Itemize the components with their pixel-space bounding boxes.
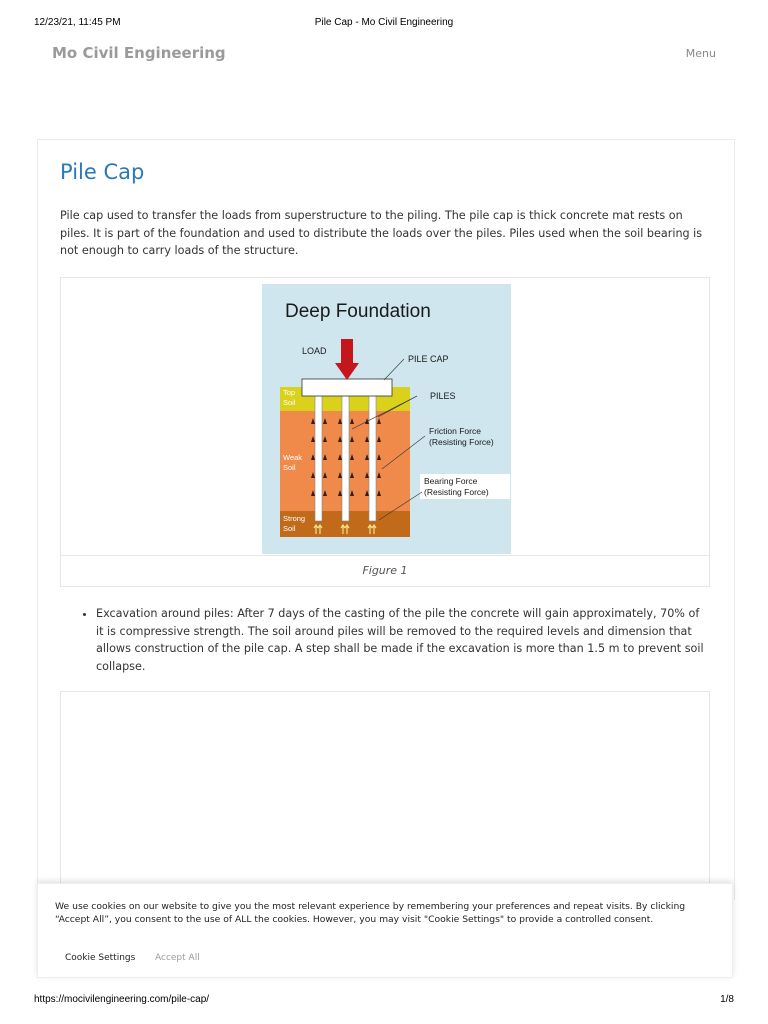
label-load: LOAD <box>302 346 327 356</box>
label-bearing-1: Bearing Force <box>424 476 478 486</box>
figure-1 <box>60 277 710 587</box>
pile-right <box>369 396 376 521</box>
label-friction-1: Friction Force <box>429 426 481 436</box>
cookie-consent-banner <box>37 883 733 978</box>
label-weak-soil-2: Soil <box>283 463 296 472</box>
print-title: Pile Cap - Mo Civil Engineering <box>314 17 454 28</box>
list-item: • Excavation around piles: After 7 days of the casting of the pile the concrete will gain approximately, 70% of it is compressive strength. The soil around piles will be removed to the required levels and dimension that allows construction of the pile cap. A step shall be made if the excavation is more than 1.5 m to prevent soil collapse. <box>96 605 710 675</box>
pile-middle <box>342 396 349 521</box>
label-top-soil-2: Soil <box>283 398 296 407</box>
pile-left <box>315 396 322 521</box>
cookie-notice-text: We use cookies on our website to give you the most relevant experience by remembering your preferences and repeat visits. By clicking “Accept All”, you consent to the use of ALL the cookies. However, you may visit "Cookie Settings" to provide a controlled consent. <box>55 901 686 925</box>
pile-cap-shape <box>302 379 392 396</box>
deep-foundation-diagram <box>262 284 511 554</box>
bullet-list <box>60 605 710 675</box>
print-header <box>0 17 768 31</box>
site-brand-link[interactable]: Mo Civil Engineering <box>52 44 226 62</box>
print-page-number: 1/8 <box>720 994 734 1005</box>
site-header <box>0 44 768 68</box>
label-bearing-2: (Resisting Force) <box>424 487 489 497</box>
label-weak-soil-1: Weak <box>283 453 303 462</box>
load-arrow-shaft <box>341 339 353 365</box>
print-url: https://mocivilengineering.com/pile-cap/ <box>34 994 210 1005</box>
diagram-title: Deep Foundation <box>285 301 431 322</box>
print-footer <box>0 994 768 1008</box>
figure-caption: Figure 1 <box>61 555 709 586</box>
page-title: Pile Cap <box>60 160 145 184</box>
menu-button[interactable]: Menu <box>685 47 716 60</box>
label-strong-soil-1: Strong <box>283 514 306 523</box>
label-piles: PILES <box>430 391 456 401</box>
accept-all-button[interactable]: Accept All <box>155 953 200 963</box>
label-pile-cap: PILE CAP <box>408 354 449 364</box>
print-datetime: 12/23/21, 11:45 PM <box>34 17 121 28</box>
intro-paragraph: Pile cap used to transfer the loads from superstructure to the piling. The pile cap is thick concrete mat rests on piles. It is part of the foundation and used to distribute the loads over the piles. Piles used when the soil bearing is not enough to carry loads of the structure. <box>60 209 703 257</box>
content-card <box>37 139 735 900</box>
label-friction-2: (Resisting Force) <box>429 437 494 447</box>
cookie-settings-button[interactable]: Cookie Settings <box>65 953 136 963</box>
label-strong-soil-2: Soil <box>283 524 296 533</box>
label-top-soil-1: Top <box>283 388 296 397</box>
